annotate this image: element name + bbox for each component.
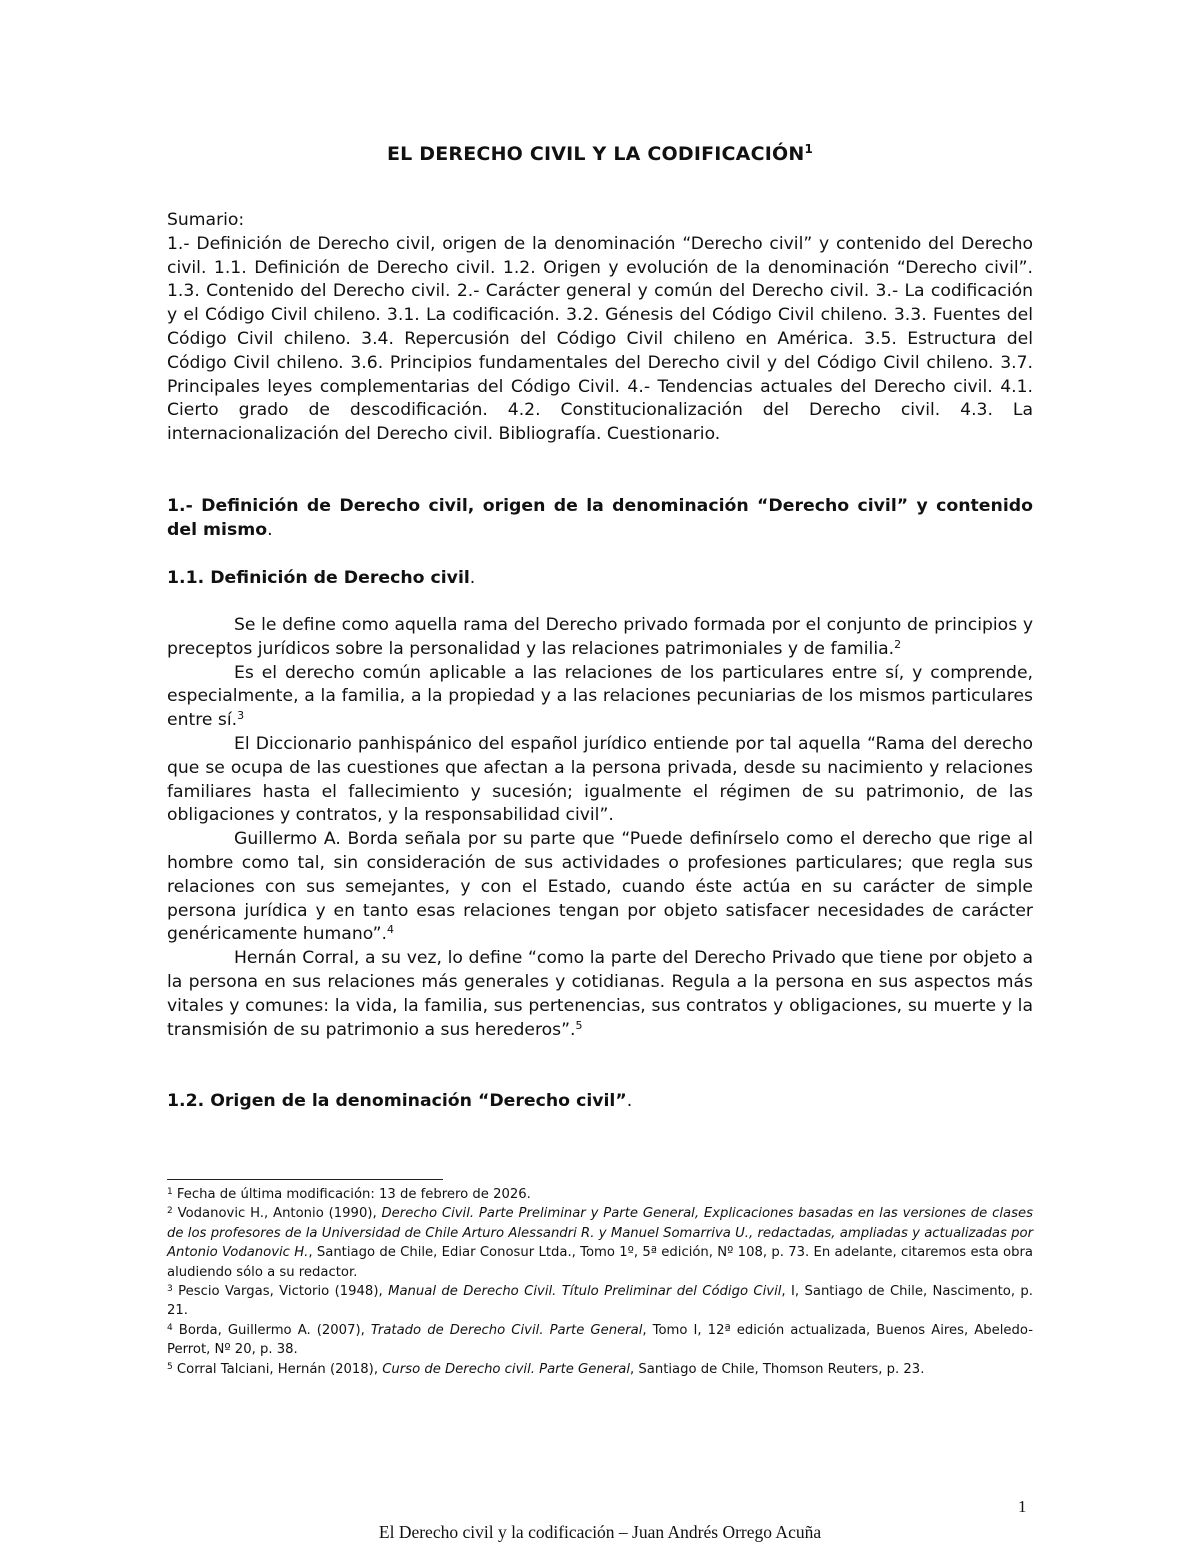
footnote-ref[interactable]: 4 [387,923,394,937]
section-heading-1 [167,494,1033,542]
paragraph [167,733,1033,828]
footnote-separator [167,1179,443,1180]
footnote-ref[interactable]: 3 [237,709,245,723]
footnote-number: 3 [167,1284,173,1295]
paragraph-text: Se le define como aquella rama del Derecho privado formada por el conjunto de principios y preceptos jurídicos sobre la personalidad y las relaciones patrimoniales y de familia. [167,615,1033,659]
paragraph-text: Es el derecho común aplicable a las relaciones de los particulares entre sí, y comprende, especialmente, a la familia, a la propiedad y a las relaciones pecuniarias de los mismos particulares entre sí. [167,662,1033,731]
heading-period: . [469,568,476,588]
section-heading-1-1 [167,566,475,590]
heading-period: . [626,1091,633,1111]
footnote-text: Vodanovic H., Antonio (1990), [172,1206,382,1222]
footnote-text: , Tomo I, 12ª edición actualizada, Buenos Aires, Abeledo-Perrot, Nº 20, p. 38. [167,1322,1033,1358]
footnote-work-title: Derecho Civil. Parte Preliminar y Parte General, Explicaciones basadas en las versiones de clases de los profesores de la Universidad de Chile Arturo Alessandri R. y Manuel Somarriva U., redactadas, ampliadas y actualizadas por Antonio Vodanovic H. [167,1206,1033,1261]
paragraph-text: El Diccionario panhispánico del español jurídico entiende por tal aquella “Rama del derecho que se ocupa de las cuestiones que afectan a la persona privada, desde su nacimiento y relaciones familiares hasta el fallecimiento y sucesión; igualmente el régimen de su patrimonio, de las obligaciones y contratos, y la responsabilidad civil”. [167,733,1033,826]
footnote-number: 5 [167,1361,173,1372]
footnote-ref[interactable]: 2 [894,637,902,651]
paragraph [167,828,1033,947]
footnote-text: , I, Santiago de Chile, Nascimento, p. 21. [167,1284,1033,1319]
footnote-3 [167,1282,1033,1321]
section-heading-1-text: 1.- Definición de Derecho civil, origen de la denominación “Derecho civil” y contenido del mismo [167,496,1033,540]
footnote-ref[interactable]: 5 [575,1018,583,1032]
title-text: EL DERECHO CIVIL Y LA CODIFICACIÓN [386,143,805,165]
section-heading-1-2 [167,1089,632,1113]
summary-block [167,209,1033,447]
footnote-5 [167,1360,1033,1379]
page-title [167,142,1033,165]
paragraph-text: Hernán Corral, a su vez, lo define “como la parte del Derecho Privado que tiene por objeto a la persona en sus relaciones más generales y cotidianas. Regula a la persona en sus aspectos más vitales y comunes: la vida, la familia, sus pertenencias, sus contratos y obligaciones, su muerte y la transmisión de su patrimonio a sus herederos”. [167,948,1033,1040]
footnote-number: 1 [167,1187,173,1197]
footnote-4 [167,1321,1033,1360]
running-footer: El Derecho civil y la codificación – Juan Andrés Orrego Acuña [378,1522,822,1542]
footnote-text: , Santiago de Chile, Thomson Reuters, p. 23. [630,1361,925,1377]
page-number: 1 [1018,1497,1027,1516]
summary-label: Sumario: [167,210,245,230]
footnote-work-title: Manual de Derecho Civil. Título Preliminar del Código Civil [388,1284,782,1300]
section-heading-1-1-text: 1.1. Definición de Derecho civil [167,568,470,588]
heading-period: . [267,520,273,540]
footnote-work-title: Curso de Derecho civil. Parte General [382,1361,631,1377]
summary-text: 1.- Definición de Derecho civil, origen de la denominación “Derecho civil” y contenido del Derecho civil. 1.1. Definición de Derecho civil. 1.2. Origen y evolución de la denominación “Derecho civil”. 1.3. Contenido del Derecho civil. 2.- Carácter general y común del Derecho civil. 3.- La codificación y el Código Civil chileno. 3.1. La codificación. 3.2. Génesis del Código Civil chileno. 3.3. Fuentes del Código Civil chileno. 3.4. Repercusión del Código Civil chileno en América. 3.5. Estructura del Código Civil chileno. 3.6. Principios fundamentales del Derecho civil y del Código Civil chileno. 3.7. Principales leyes complementarias del Código Civil. 4.- Tendencias actuales del Derecho civil. 4.1. Cierto grado de descodificación. 4.2. Constitucionalización del Derecho civil. 4.3. La internacionalización del Derecho civil. Bibliografía. Cuestionario. [167,233,1033,445]
footnote-ref[interactable]: 1 [804,142,814,156]
section-heading-1-2-text: 1.2. Origen de la denominación “Derecho civil” [167,1091,627,1111]
footnote-text: Borda, Guillermo A. (2007), [172,1322,371,1338]
paragraph-text: Guillermo A. Borda señala por su parte que “Puede definírselo como el derecho que rige al hombre como tal, sin consideración de sus actividades o profesiones particulares; que regla sus relaciones con sus semejantes, y con el Estado, cuando éste actúa en su carácter de simple persona jurídica y en tanto esas relaciones tengan por objeto satisfacer necesidades de carácter genéricamente humano”. [167,829,1033,945]
footnote-work-title: Tratado de Derecho Civil. Parte General [370,1322,643,1338]
footnote-text: , Santiago de Chile, Ediar Conosur Ltda., Tomo 1º, 5ª edición, Nº 108, p. 73. En adelante, citaremos esta obra aludiendo sólo a su redactor. [167,1245,1033,1280]
paragraph [167,662,1033,733]
footnote-1 [167,1185,1033,1204]
footnotes [167,1185,1033,1379]
paragraph [167,614,1033,662]
footnote-number: 2 [167,1206,173,1217]
footnote-text: Fecha de última modificación: 13 de febrero de 2026. [172,1187,531,1202]
footnote-number: 4 [167,1322,173,1333]
footnote-2 [167,1204,1033,1282]
section-1-1-body [167,614,1033,1042]
paragraph [167,947,1033,1042]
footnote-text: Corral Talciani, Hernán (2018), [172,1361,383,1377]
footnote-text: Pescio Vargas, Victorio (1948), [172,1284,389,1300]
